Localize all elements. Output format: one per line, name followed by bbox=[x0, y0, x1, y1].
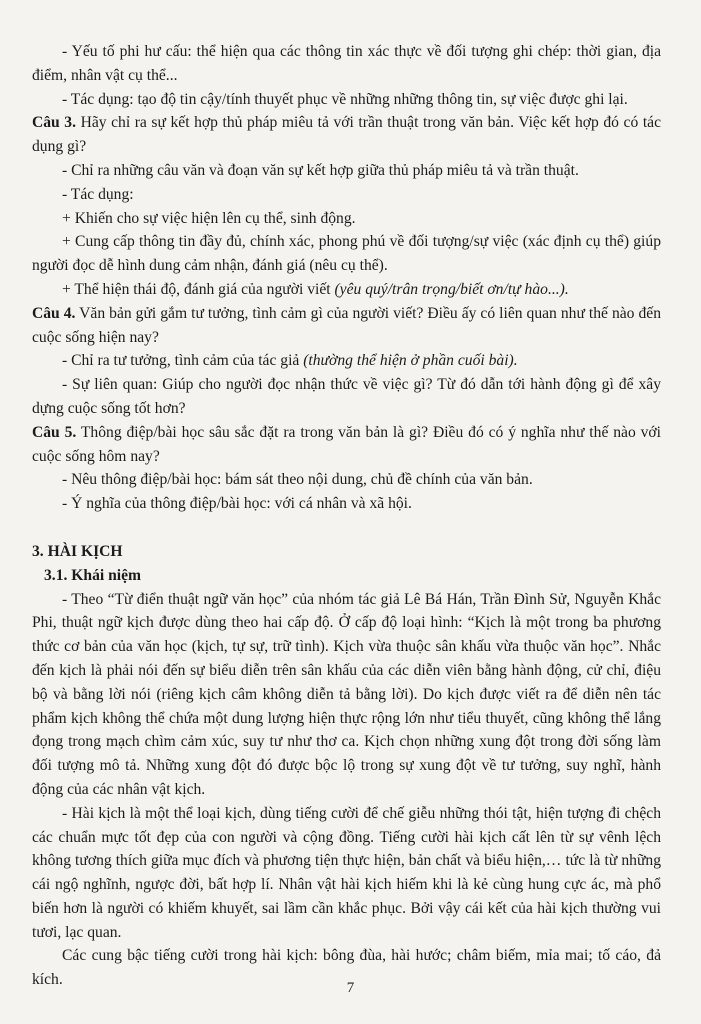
text-italic: (thường thể hiện ở phần cuối bài). bbox=[303, 352, 518, 370]
question-3 bbox=[32, 111, 661, 159]
text-line: - Nêu thông điệp/bài học: bám sát theo nội dung, chủ đề chính của văn bản. bbox=[62, 471, 533, 489]
subsection-heading: 3.1. Khái niệm bbox=[44, 566, 142, 584]
text-line: + Cung cấp thông tin đầy đủ, chính xác, phong phú về đối tượng/sự việc (xác định cụ thể) giúp người đọc dễ hình dung cảm nhận, đánh giá (nêu cụ thể). bbox=[32, 233, 661, 275]
question-label: Câu 5. bbox=[32, 423, 77, 441]
text-line: + Khiến cho sự việc hiện lên cụ thể, sinh động. bbox=[62, 209, 356, 227]
question-label: Câu 4. bbox=[32, 304, 76, 322]
page-number: 7 bbox=[346, 980, 355, 996]
text-normal: - Chỉ ra tư tưởng, tình cảm của tác giả bbox=[62, 352, 304, 370]
text-italic: (yêu quý/trân trọng/biết ơn/tự hào...). bbox=[334, 280, 569, 298]
question-text: Thông điệp/bài học sâu sắc đặt ra trong văn bản là gì? Điều đó có ý nghĩa như thế nào với cuộc sống hôm nay? bbox=[32, 423, 661, 465]
text-line: - Tác dụng: bbox=[62, 185, 134, 203]
text-normal: + Thể hiện thái độ, đánh giá của người viết bbox=[62, 280, 335, 298]
paragraph: Các cung bậc tiếng cười trong hài kịch: bông đùa, hài hước; châm biếm, mỉa mai; tố cáo, đả kích. bbox=[32, 947, 661, 989]
text-line bbox=[32, 278, 661, 302]
question-5 bbox=[32, 421, 661, 469]
section-heading: 3. HÀI KỊCH bbox=[32, 542, 123, 560]
text-line: - Chỉ ra những câu văn và đoạn văn sự kết hợp giữa thủ pháp miêu tả và trần thuật. bbox=[62, 161, 579, 179]
question-label: Câu 3. bbox=[32, 114, 76, 132]
question-4 bbox=[32, 302, 661, 350]
question-text: Văn bản gửi gắm tư tưởng, tình cảm gì của người viết? Điều ấy có liên quan như thế nào đến cuộc sống hiện nay? bbox=[32, 304, 662, 346]
text-line: - Ý nghĩa của thông điệp/bài học: với cá nhân và xã hội. bbox=[62, 495, 412, 513]
text-line bbox=[32, 349, 661, 373]
section-gap bbox=[32, 516, 661, 540]
text-line: - Sự liên quan: Giúp cho người đọc nhận thức về việc gì? Từ đó dẫn tới hành động gì để xây dựng cuộc sống tốt hơn? bbox=[32, 376, 661, 417]
paragraph: - Hài kịch là một thể loại kịch, dùng tiếng cười để chế giễu những thói tật, hiện tượng đi chệch các chuẩn mực tốt đẹp của con người và cộng đồng. Tiếng cười hài kịch cất lên từ sự vênh lệch không tương thích giữa mục đích và phương tiện thực hiện, bản chất và biểu hiện,… tức là từ những cái ngộ nghĩnh, ngược đời, bất hợp lí. Nhân vật hài kịch hiếm khi là kẻ cùng hung cực ác, mà phổ biến hơn là người có khiếm khuyết, sai lầm cần khắc phục. Bởi vậy cái kết của hài kịch thường vui tươi, lạc quan. bbox=[32, 804, 661, 941]
paragraph: - Theo “Từ điển thuật ngữ văn học” của nhóm tác giả Lê Bá Hán, Trần Đình Sử, Nguyễn Khắc Phi, thuật ngữ kịch được dùng theo hai cấp độ. Ở cấp độ loại hình: “Kịch là một trong ba phương thức cơ bản của văn học (kịch, tự sự, trữ tình). Kịch vừa thuộc sân khấu vừa thuộc văn học”. Nhắc đến kịch là phải nói đến sự biểu diễn trên sân khấu của các diễn viên bằng hành động, cử chỉ, điệu bộ và bằng lời nói (riêng kịch câm không diễn tả bằng lời). Do kịch được viết ra để diễn nên tác phẩm kịch không thể chứa một dung lượng hiện thực rộng lớn như tiểu thuyết, cũng không thể lắng đọng trong mạch chìm cảm xúc, suy tư như thơ ca. Kịch chọn những xung đột trong đời sống làm đối tượng mô tả. Những xung đột đó được bộc lộ trong sự xung đột về tư tưởng, suy nghĩ, hành động của các nhân vật kịch. bbox=[32, 590, 661, 798]
text-line: - Tác dụng: tạo độ tin cậy/tính thuyết phục về những những thông tin, sự việc được ghi lại. bbox=[62, 90, 628, 108]
question-text: Hãy chỉ ra sự kết hợp thủ pháp miêu tả với trần thuật trong văn bản. Việc kết hợp đó có tác dụng gì? bbox=[32, 114, 661, 156]
text-line: - Yếu tố phi hư cấu: thể hiện qua các thông tin xác thực về đối tượng ghi chép: thời gian, địa điểm, nhân vật cụ thể... bbox=[32, 43, 661, 84]
